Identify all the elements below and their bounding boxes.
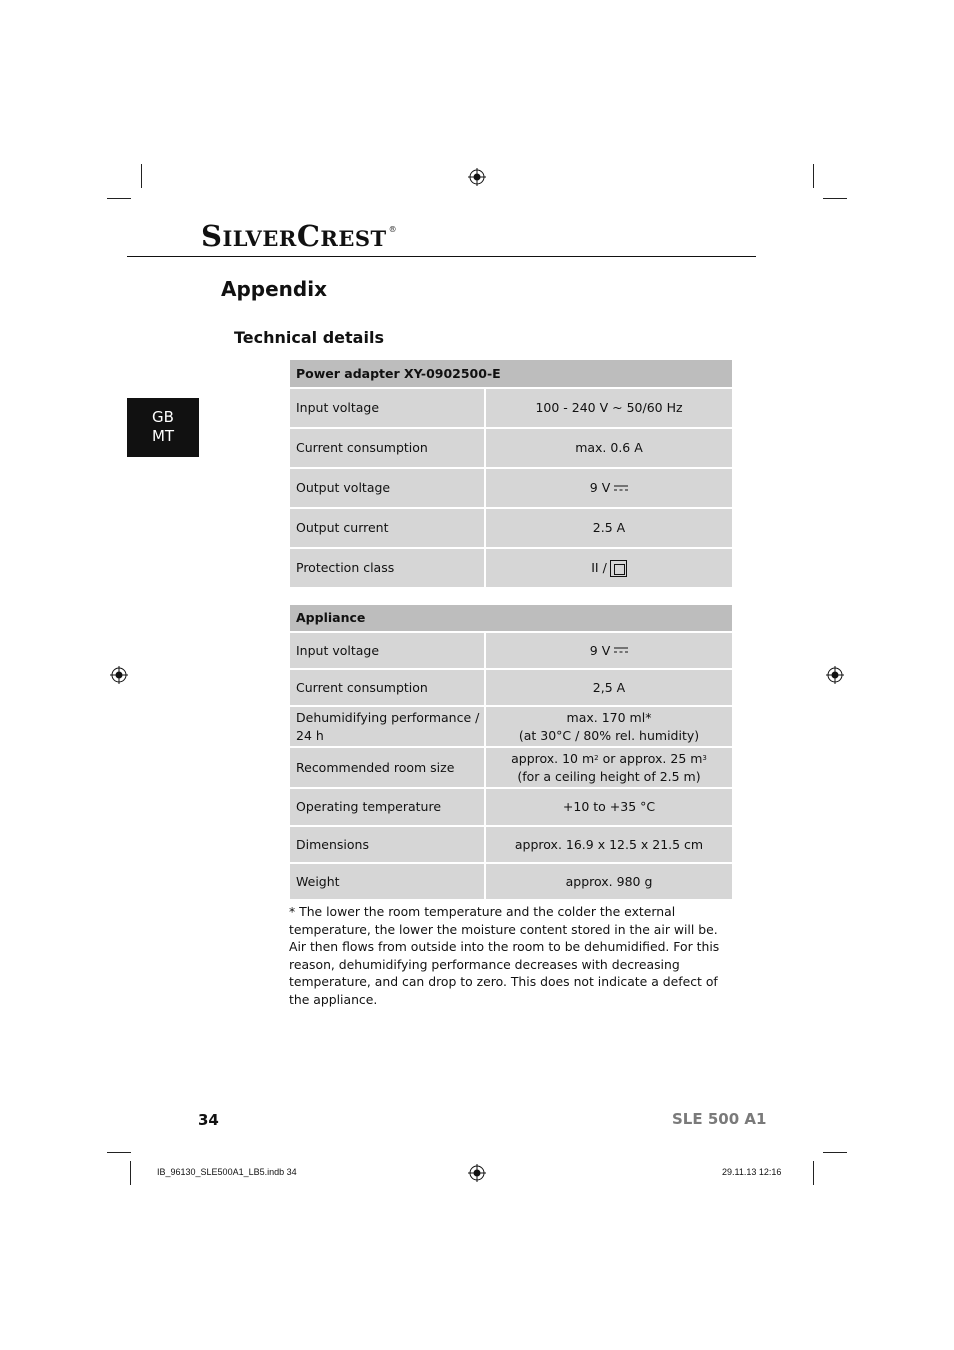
appliance-table <box>290 605 732 901</box>
page-title: Appendix <box>221 277 327 301</box>
table-row: Output voltage 9 V <box>290 469 732 509</box>
registration-mark-icon <box>468 1164 486 1182</box>
table-row: Input voltage 9 V <box>290 633 732 670</box>
print-slug-file: IB_96130_SLE500A1_LB5.indb 34 <box>157 1167 297 1177</box>
table-row: Input voltage 100 - 240 V ~ 50/60 Hz <box>290 389 732 429</box>
crop-mark <box>823 1152 847 1153</box>
print-slug-datetime: 29.11.13 12:16 <box>722 1167 782 1177</box>
footnote: * The lower the room temperature and the colder the external temperature, the lower the moisture content stored in the air will be. Air then flows from outside into the room to be dehumidified. For this reason, dehumidifying performance decreases with decreasing temperature, and can drop to zero. This does not indicate a defect of the appliance. <box>289 904 720 1007</box>
crop-mark <box>813 1161 814 1185</box>
crop-mark <box>107 1152 131 1153</box>
crop-mark <box>130 1161 131 1185</box>
direct-current-icon <box>614 647 628 653</box>
crop-mark <box>141 164 142 188</box>
registration-mark-icon <box>110 666 128 684</box>
crop-mark <box>813 164 814 188</box>
registration-mark-icon <box>826 666 844 684</box>
protection-class-ii-icon <box>610 560 627 577</box>
table-row: Output current 2.5 A <box>290 509 732 549</box>
table-row: Current consumption max. 0.6 A <box>290 429 732 469</box>
table-header: Appliance <box>290 605 732 633</box>
table-header: Power adapter XY-0902500-E <box>290 360 732 389</box>
crop-mark <box>823 198 847 199</box>
table-header-row <box>290 605 732 633</box>
table-row: Operating temperature +10 to +35 °C <box>290 789 732 827</box>
table-header-row <box>290 360 732 389</box>
table-row: Protection class II / <box>290 549 732 589</box>
direct-current-icon <box>614 485 628 491</box>
header-rule <box>127 256 756 257</box>
language-tab: GB MT <box>127 398 199 457</box>
table-row: Dehumidifying performance / 24 h max. 170 ml* (at 30°C / 80% rel. humidity) <box>290 707 732 748</box>
table-row: Current consumption 2,5 A <box>290 670 732 707</box>
crop-mark <box>107 198 131 199</box>
table-row: Dimensions approx. 16.9 x 12.5 x 21.5 cm <box>290 827 732 864</box>
section-title: Technical details <box>234 328 384 347</box>
table-row: Weight approx. 980 g <box>290 864 732 901</box>
brand-logo: SILVERCREST ® <box>201 219 398 253</box>
model-number: SLE 500 A1 <box>672 1110 767 1128</box>
page-number: 34 <box>198 1111 219 1129</box>
power-adapter-table <box>290 360 732 589</box>
table-row: Recommended room size approx. 10 $m^2$ or approx. 25 $m^3$ (for a ceiling height of 2.5 m) <box>290 748 732 789</box>
registration-mark-icon <box>468 168 486 186</box>
